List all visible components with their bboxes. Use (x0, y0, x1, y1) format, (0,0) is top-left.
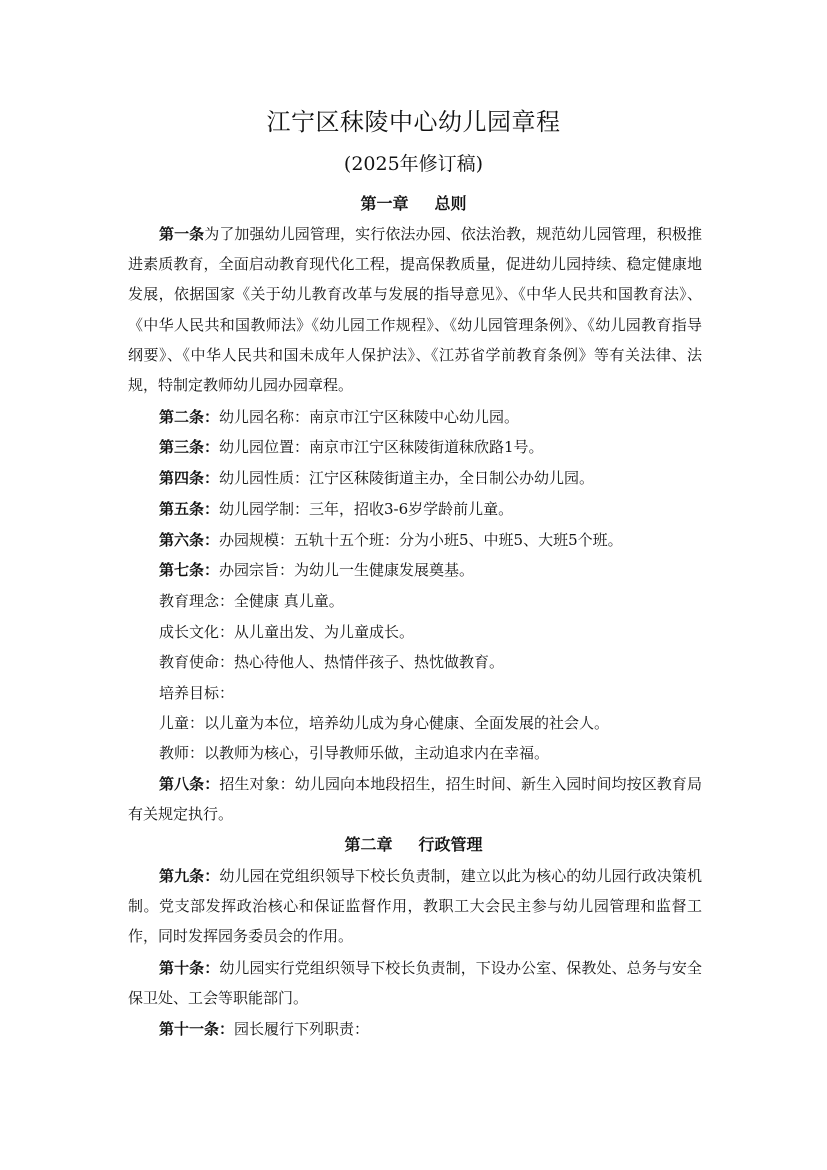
article-paragraph (128, 219, 702, 400)
article-text: 幼儿园位置：南京市江宁区秣陵街道秣欣路1号。 (219, 438, 544, 456)
article-label: 第十条： (159, 959, 220, 977)
chapter-name: 行政管理 (418, 835, 483, 854)
article-label: 第三条： (159, 438, 220, 456)
article-paragraph (128, 463, 702, 493)
chapter-heading (0, 189, 827, 219)
article-paragraph (128, 494, 702, 524)
article-label: 第一条 (159, 225, 205, 243)
plain-paragraph (128, 678, 702, 708)
plain-paragraph (128, 738, 702, 768)
article-text: 教育理念：全健康 真儿童。 (159, 592, 344, 610)
article-text: 幼儿园性质：江宁区秣陵街道主办，全日制公办幼儿园。 (219, 469, 595, 487)
plain-paragraph (128, 617, 702, 647)
document-subtitle: (2025年修订稿) (343, 153, 484, 175)
article-label: 第五条： (159, 500, 220, 518)
article-label: 第六条： (159, 531, 220, 549)
article-text: 培养目标： (159, 684, 235, 702)
article-paragraph (128, 953, 702, 1013)
article-label: 第八条： (159, 775, 220, 793)
article-label: 第九条： (159, 867, 220, 885)
article-label: 第四条： (159, 469, 220, 487)
document-title: 江宁区秣陵中心幼儿园章程 (266, 108, 561, 136)
article-text: 办园规模：五轨十五个班：分为小班5、中班5、大班5个班。 (219, 531, 623, 549)
chapter-number: 第一章 (360, 194, 409, 213)
article-text: 成长文化：从儿童出发、为儿童成长。 (159, 623, 415, 641)
article-paragraph (128, 525, 702, 555)
article-text: 教师：以教师为核心，引导教师乐做，主动追求内在幸福。 (159, 744, 550, 762)
article-text: 幼儿园实行党组织领导下校长负责制，下设办公室、保教处、总务与安全保卫处、工会等职能部门。 (128, 959, 702, 1008)
plain-paragraph (128, 586, 702, 616)
article-paragraph (128, 432, 702, 462)
article-text: 幼儿园学制：三年，招收3-6岁学龄前儿童。 (219, 500, 514, 518)
article-text: 招生对象：幼儿园向本地段招生，招生时间、新生入园时间均按区教育局有关规定执行。 (128, 775, 702, 824)
chapter-name: 总则 (434, 194, 467, 213)
article-label: 第七条： (159, 561, 220, 579)
plain-paragraph (128, 708, 702, 738)
article-text: 幼儿园在党组织领导下校长负责制，建立以此为核心的幼儿园行政决策机制。党支部发挥政治核心和保证监督作用，教职工大会民主参与幼儿园管理和监督工作，同时发挥园务委员会的作用。 (128, 867, 702, 946)
article-text: 园长履行下列职责： (234, 1020, 370, 1038)
chapter-heading (0, 830, 827, 860)
article-label: 第十一条： (159, 1020, 235, 1038)
chapter-number: 第二章 (344, 835, 393, 854)
article-paragraph (128, 402, 702, 432)
article-paragraph (128, 555, 702, 585)
plain-paragraph (128, 647, 702, 677)
article-paragraph (128, 861, 702, 952)
article-text: 为了加强幼儿园管理，实行依法办园、依法治教，规范幼儿园管理，积极推进素质教育，全面启动教育现代化工程，提高保教质量，促进幼儿园持续、稳定健康地发展，依据国家《关于幼儿教育改革与发展的指导意见》、《中华人民共和国教育法》、《中华人民共和国教师法》《幼儿园工作规程》、《幼儿园管理条例》、《幼儿园教育指导纲要》、《中华人民共和国未成年人保护法》、《江苏省学前教育条例》等有关法律、法规，特制定教师幼儿园办园章程。 (128, 225, 702, 395)
article-text: 办园宗旨：为幼儿一生健康发展奠基。 (219, 561, 475, 579)
article-label: 第二条： (159, 408, 220, 426)
article-text: 儿童：以儿童为本位，培养幼儿成为身心健康、全面发展的社会人。 (159, 714, 610, 732)
article-text: 教育使命：热心待他人、热情伴孩子、热忱做教育。 (159, 653, 505, 671)
article-paragraph (128, 769, 702, 829)
article-paragraph (128, 1014, 702, 1044)
article-text: 幼儿园名称：南京市江宁区秣陵中心幼儿园。 (219, 408, 520, 426)
